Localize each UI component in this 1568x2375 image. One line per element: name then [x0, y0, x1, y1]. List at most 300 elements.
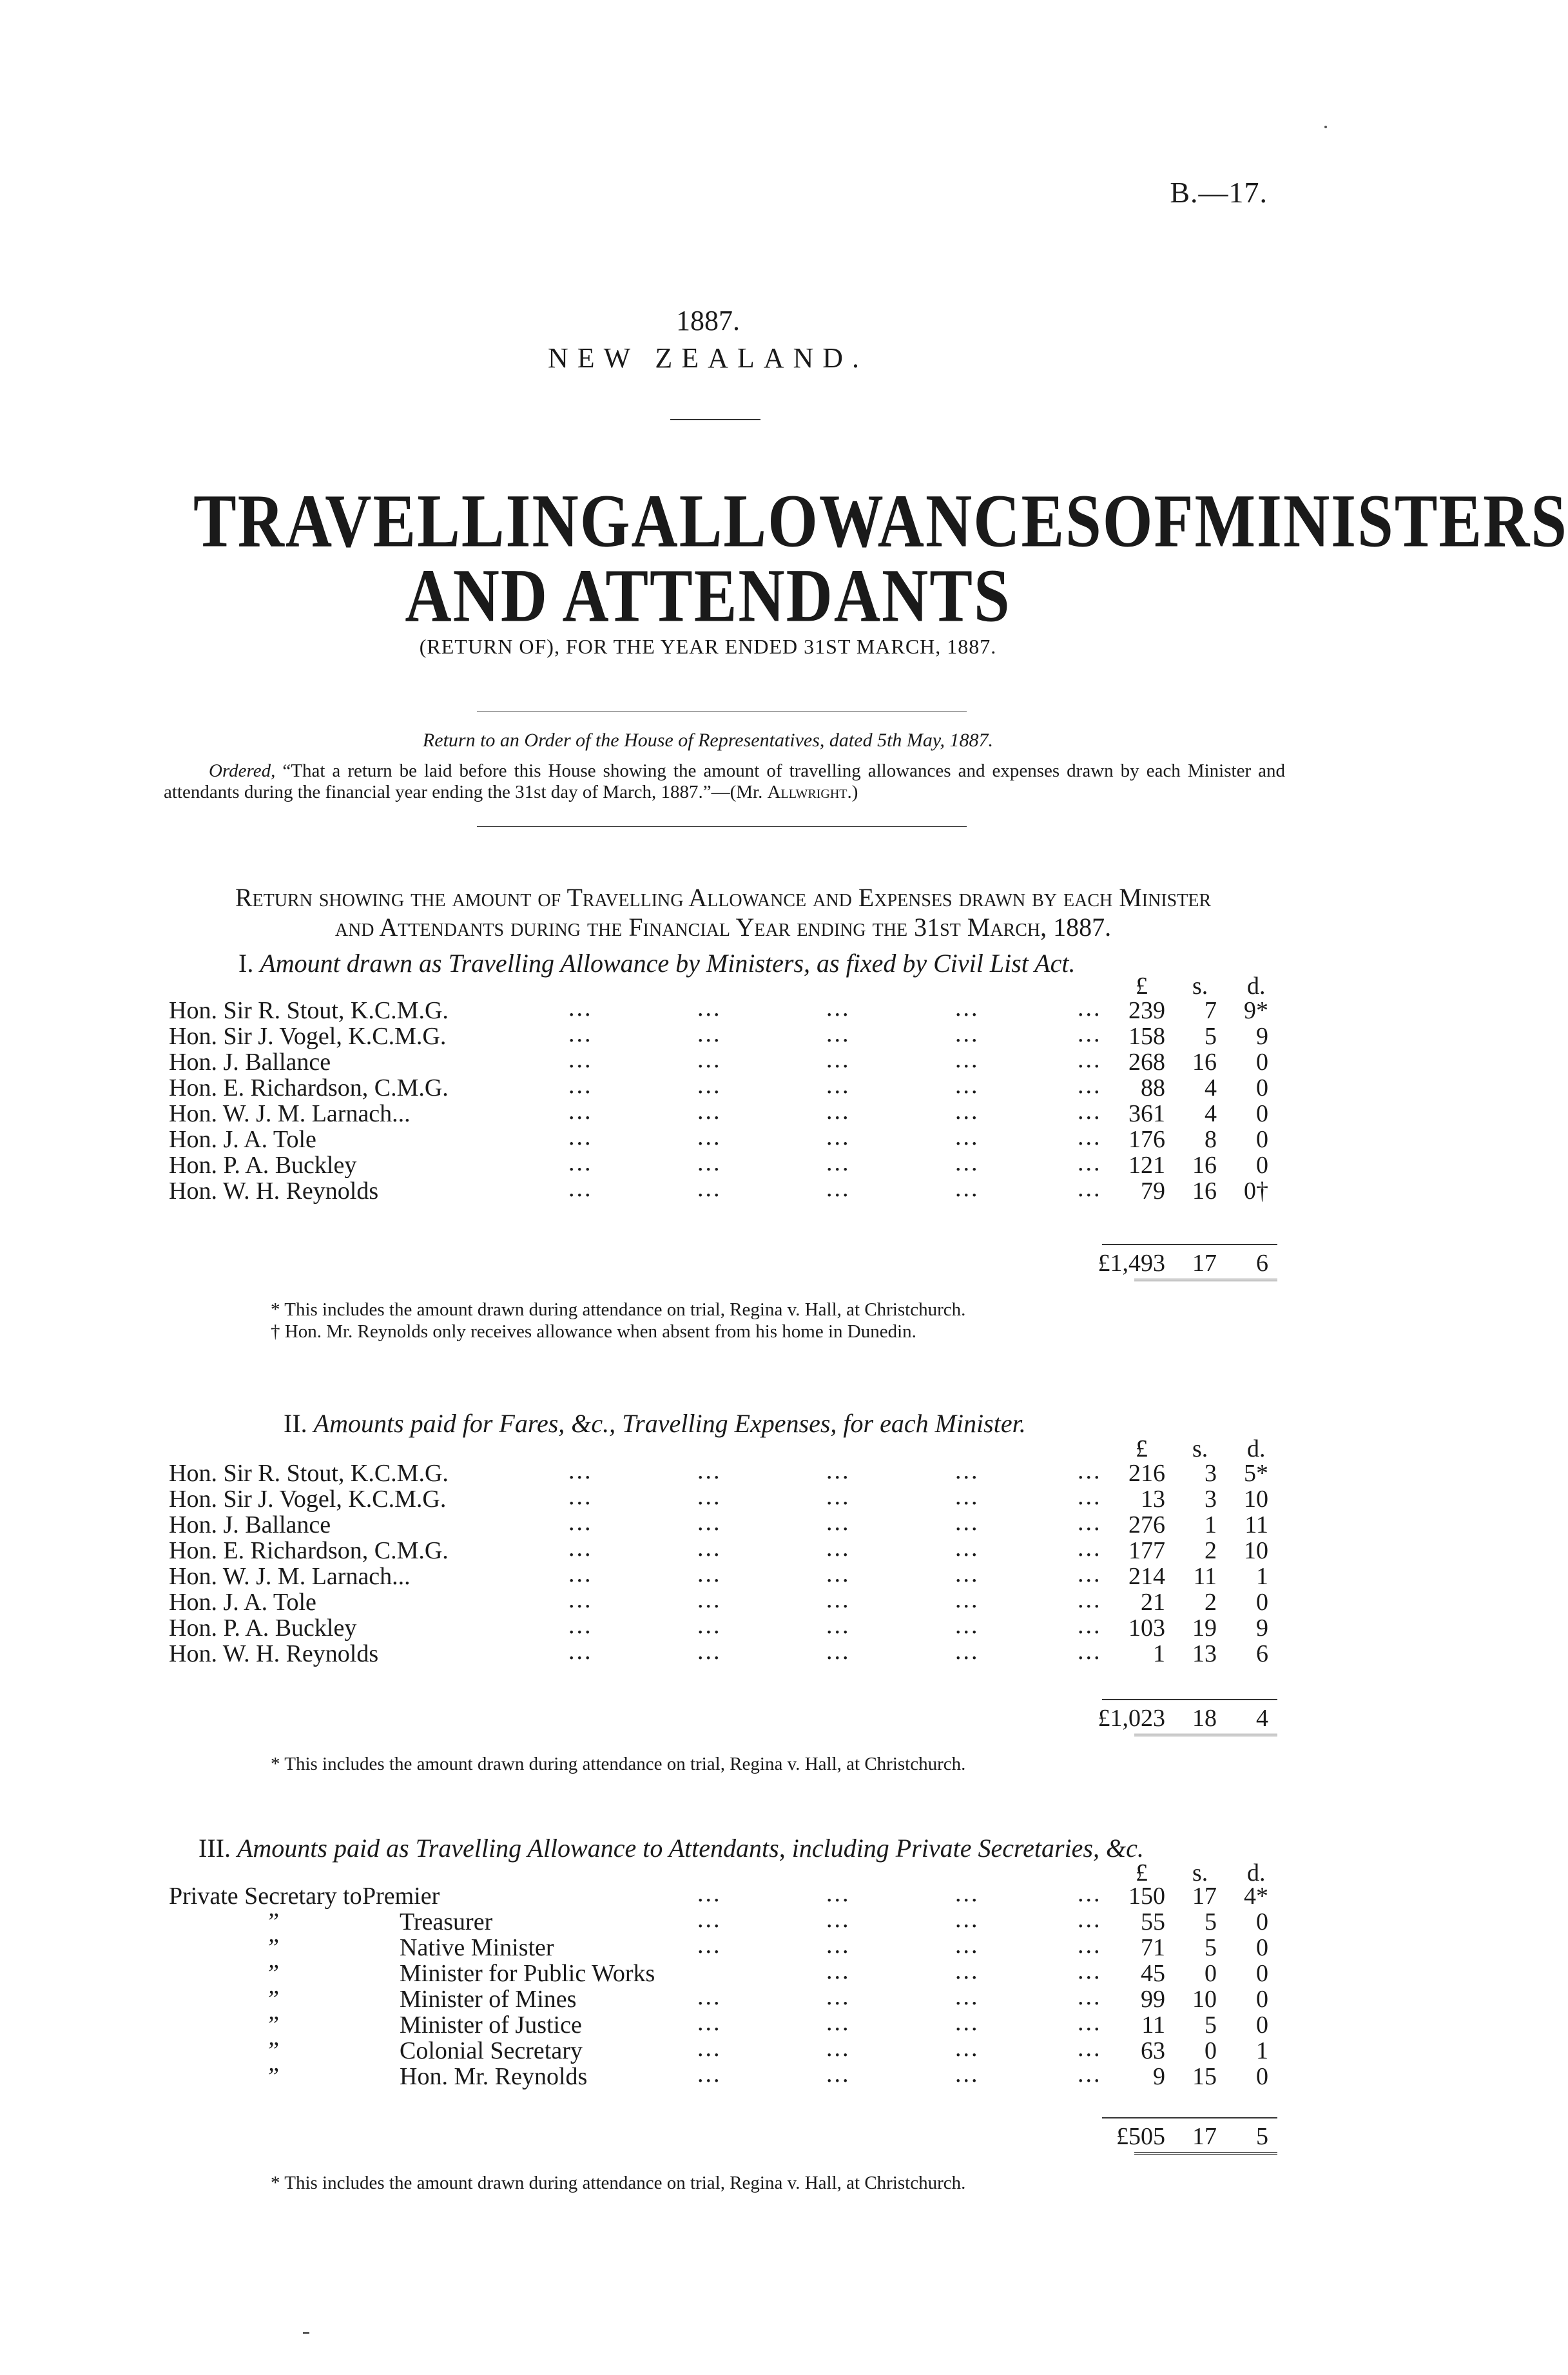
amount-pounds: 55 [1141, 1908, 1165, 1935]
leader-dot-group: ... [1078, 1072, 1102, 1099]
leader-dot-group: ... [955, 1612, 980, 1639]
leader-dot-group: ... [955, 994, 980, 1022]
leader-dot-group: ... [955, 1457, 980, 1484]
section-1-title [238, 949, 1075, 978]
leader-dots [169, 1957, 1102, 1986]
order-mover: Allwright.) [767, 782, 858, 802]
leader-dot-group: ... [1078, 1560, 1102, 1587]
amount-shillings: 2 [1205, 1589, 1217, 1616]
table-row [169, 1983, 1277, 2013]
row-label: Treasurer [400, 1908, 493, 1935]
row-label: Colonial Secretary [400, 2037, 583, 2064]
leader-dot-group: ... [955, 2035, 980, 2062]
amount-pounds: 9 [1153, 2063, 1165, 2090]
amount-pounds: 216 [1128, 1460, 1165, 1487]
row-prefix: ” [266, 1934, 280, 1961]
amount-pounds: 121 [1128, 1152, 1165, 1179]
section-2-title [284, 1409, 1026, 1439]
table-row [169, 1586, 1277, 1616]
amount-shillings: 1 [1205, 1511, 1217, 1538]
amount-pounds: 361 [1128, 1100, 1165, 1127]
amount-pence: 1 [1256, 2037, 1268, 2064]
leader-dot-group: ... [568, 1612, 593, 1639]
leader-dots [169, 1560, 1102, 1589]
amount-shillings: 11 [1193, 1563, 1217, 1590]
leader-dot-group: ... [697, 2035, 722, 2062]
leader-dot-group: ... [826, 1983, 851, 2010]
order-heading: Return to an Order of the House of Representatives, dated 5th May, 1887. [422, 730, 994, 751]
amount-pence: 1 [1256, 1563, 1268, 1590]
order-body: “That a return be laid before this House showing the amount of travelling allowances and expenses drawn by each Minister and attendants during the financial year ending the 31st day of March, 1887.”—(Mr. [164, 761, 1285, 802]
total-rule-double [1134, 1734, 1277, 1736]
total-pence: 6 [1256, 1250, 1268, 1277]
short-rule [670, 419, 760, 420]
amount-shillings: 5 [1205, 2011, 1217, 2039]
leader-dot-group: ... [568, 1638, 593, 1665]
leader-dot-group: ... [826, 1123, 851, 1150]
leader-dot-group: ... [826, 2009, 851, 2036]
leader-dot-group: ... [826, 1098, 851, 1125]
currency-header-pence: d. [1247, 973, 1266, 1000]
leader-dots [169, 1020, 1102, 1049]
row-label: Hon. Mr. Reynolds [400, 2063, 588, 2090]
amount-shillings: 2 [1205, 1537, 1217, 1564]
amount-pounds: 158 [1128, 1023, 1165, 1050]
row-label: Premier [362, 1883, 440, 1910]
amount-pence: 0 [1256, 2011, 1268, 2039]
leader-dot-group: ... [955, 2060, 980, 2088]
amount-pence: 4* [1244, 1883, 1268, 1910]
amount-pounds: 63 [1141, 2037, 1165, 2064]
amount-pence: 0 [1256, 1589, 1268, 1616]
title-word: MINISTERS [1194, 478, 1568, 563]
leader-dot-group: ... [697, 1638, 722, 1665]
leader-dot-group: ... [955, 1509, 980, 1536]
amount-pounds: 88 [1141, 1074, 1165, 1101]
table-row [169, 1483, 1277, 1513]
amount-pence: 0 [1256, 1960, 1268, 1987]
leader-dot-group: ... [697, 2009, 722, 2036]
amount-pence: 10 [1244, 1486, 1268, 1513]
leader-dot-group: ... [1078, 1020, 1102, 1047]
leader-dot-group: ... [955, 1149, 980, 1176]
amount-pence: 0 [1256, 1986, 1268, 2013]
table-row [169, 1957, 1277, 1987]
leader-dot-group: ... [568, 1123, 593, 1150]
ordered-word: Ordered, [209, 761, 276, 781]
currency-header-shillings: s. [1192, 973, 1208, 1000]
section-numeral: II. [284, 1409, 307, 1438]
leader-dot-group: ... [568, 1535, 593, 1562]
leader-dots [169, 2035, 1102, 2064]
leader-dot-group: ... [697, 1880, 722, 1907]
leader-dot-group: ... [1078, 994, 1102, 1022]
leader-dot-group: ... [697, 1906, 722, 1933]
total-rule-double [1134, 2152, 1277, 2155]
amount-pence: 0 [1256, 1934, 1268, 1961]
leader-dot-group: ... [697, 1983, 722, 2010]
row-label: Hon. W. H. Reynolds [169, 1640, 379, 1667]
amount-shillings: 7 [1205, 997, 1217, 1024]
leader-dot-group: ... [697, 1098, 722, 1125]
leader-dot-group: ... [955, 1046, 980, 1073]
leader-dot-group: ... [697, 2060, 722, 2088]
table-row [169, 1098, 1277, 1127]
leader-dot-group: ... [955, 1880, 980, 1907]
document-reference: B.—17. [1170, 176, 1268, 209]
leader-dot-group: ... [697, 1123, 722, 1150]
amount-shillings: 16 [1192, 1178, 1217, 1205]
amount-pounds: 45 [1141, 1960, 1165, 1987]
amount-pounds: 177 [1128, 1537, 1165, 1564]
leader-dots [169, 1149, 1102, 1178]
amount-pence: 6 [1256, 1640, 1268, 1667]
leader-dots [169, 2060, 1102, 2089]
leader-dots [169, 1983, 1102, 2012]
amount-shillings: 16 [1192, 1152, 1217, 1179]
amount-pounds: 13 [1141, 1486, 1165, 1513]
section-title-text: Amount drawn as Travelling Allowance by Ministers, as fixed by Civil List Act. [260, 949, 1076, 978]
total-rule-double [1134, 1279, 1277, 1281]
leader-dots [169, 994, 1102, 1023]
leader-dot-group: ... [955, 1020, 980, 1047]
title-word: OF [1102, 478, 1195, 563]
leader-dots [169, 2009, 1102, 2038]
leader-dot-group: ... [1078, 1638, 1102, 1665]
row-label: Minister of Justice [400, 2011, 582, 2039]
row-label: Hon. W. J. M. Larnach... [169, 1563, 411, 1590]
table-row [169, 1020, 1277, 1050]
table-row [169, 2060, 1277, 2090]
leader-dot-group: ... [826, 1020, 851, 1047]
leader-dots [169, 1535, 1102, 1564]
row-label: Hon. W. H. Reynolds [169, 1178, 379, 1205]
leader-dot-group: ... [955, 1638, 980, 1665]
section-3-footnote-1: * This includes the amount drawn during attendance on trial, Regina v. Hall, at Christchurch. [271, 2173, 966, 2193]
order-text [164, 761, 1285, 803]
amount-shillings: 8 [1205, 1126, 1217, 1153]
leader-dot-group: ... [826, 1932, 851, 1959]
amount-shillings: 3 [1205, 1460, 1217, 1487]
leader-dot-group: ... [697, 1149, 722, 1176]
leader-dots [169, 1098, 1102, 1127]
leader-dot-group: ... [826, 1483, 851, 1510]
leader-dot-group: ... [955, 1175, 980, 1202]
amount-pounds: 1 [1153, 1640, 1165, 1667]
section-title-text: Amounts paid for Fares, &c., Travelling Expenses, for each Minister. [313, 1409, 1026, 1438]
leader-dot-group: ... [826, 2035, 851, 2062]
row-prefix: ” [266, 2063, 280, 2090]
leader-dot-group: ... [697, 1586, 722, 1613]
return-heading [169, 883, 1277, 942]
total-pounds: £505 [1116, 2123, 1165, 2150]
row-label: Hon. P. A. Buckley [169, 1152, 357, 1179]
leader-dot-group: ... [1078, 1098, 1102, 1125]
leader-dot-group: ... [826, 1509, 851, 1536]
amount-shillings: 4 [1205, 1100, 1217, 1127]
leader-dot-group: ... [1078, 1535, 1102, 1562]
leader-dot-group: ... [826, 994, 851, 1022]
amount-shillings: 5 [1205, 1908, 1217, 1935]
amount-pounds: 176 [1128, 1126, 1165, 1153]
leader-dot-group: ... [955, 1072, 980, 1099]
leader-dots [169, 1906, 1102, 1935]
leader-dot-group: ... [826, 1535, 851, 1562]
leader-dot-group: ... [1078, 1983, 1102, 2010]
leader-dot-group: ... [697, 1535, 722, 1562]
leader-dot-group: ... [697, 1509, 722, 1536]
leader-dot-group: ... [826, 1560, 851, 1587]
title-word: ALLOWANCES [631, 478, 1103, 563]
leader-dots [169, 1932, 1102, 1961]
amount-shillings: 17 [1192, 1883, 1217, 1910]
currency-header-pence: d. [1247, 1859, 1266, 1886]
leader-dot-group: ... [955, 1932, 980, 1959]
currency-header-pounds: £ [1136, 1435, 1148, 1462]
currency-header-pence: d. [1247, 1435, 1266, 1462]
amount-pence: 0 [1256, 1152, 1268, 1179]
amount-pence: 0 [1256, 1100, 1268, 1127]
leader-dot-group: ... [568, 1020, 593, 1047]
leader-dot-group: ... [826, 1175, 851, 1202]
leader-dots [169, 1175, 1102, 1204]
total-shillings: 17 [1192, 2123, 1217, 2150]
leader-dot-group: ... [697, 1612, 722, 1639]
leader-dots [169, 1586, 1102, 1615]
leader-dots [169, 1457, 1102, 1486]
row-label: Hon. P. A. Buckley [169, 1614, 357, 1642]
amount-shillings: 4 [1205, 1074, 1217, 1101]
leader-dot-group: ... [1078, 2035, 1102, 2062]
leader-dot-group: ... [1078, 2009, 1102, 2036]
table-row [169, 2035, 1277, 2064]
leader-dot-group: ... [1078, 1906, 1102, 1933]
row-label: Hon. J. Ballance [169, 1049, 331, 1076]
table-row [169, 1072, 1277, 1101]
leader-dot-group: ... [568, 1098, 593, 1125]
amount-pence: 0† [1244, 1178, 1268, 1205]
table-row [169, 1560, 1277, 1590]
section-1-footnote-1: * This includes the amount drawn during attendance on trial, Regina v. Hall, at Christchurch. [271, 1299, 966, 1320]
leader-dot-group: ... [1078, 1612, 1102, 1639]
leader-dot-group: ... [568, 994, 593, 1022]
leader-dot-group: ... [1078, 1880, 1102, 1907]
total-shillings: 18 [1192, 1705, 1217, 1732]
leader-dot-group: ... [568, 1149, 593, 1176]
table-row [169, 1046, 1277, 1076]
leader-dot-group: ... [1078, 1957, 1102, 1984]
leader-dot-group: ... [1078, 1457, 1102, 1484]
row-label: Native Minister [400, 1934, 554, 1961]
row-prefix: ” [266, 1960, 280, 1987]
leader-dot-group: ... [826, 1457, 851, 1484]
leader-dot-group: ... [697, 1046, 722, 1073]
row-label: Minister for Public Works [400, 1960, 655, 1987]
leader-dot-group: ... [826, 1046, 851, 1073]
amount-pence: 0 [1256, 2063, 1268, 2090]
leader-dot-group: ... [697, 994, 722, 1022]
section-numeral: III. [198, 1834, 231, 1863]
total-rule-top [1102, 1244, 1277, 1245]
amount-shillings: 0 [1205, 1960, 1217, 1987]
amount-shillings: 10 [1192, 1986, 1217, 2013]
table-row [169, 1175, 1277, 1205]
table-row [169, 1535, 1277, 1564]
leader-dot-group: ... [1078, 1586, 1102, 1613]
amount-pounds: 276 [1128, 1511, 1165, 1538]
section-2-footnote-1: * This includes the amount drawn during attendance on trial, Regina v. Hall, at Christchurch. [271, 1754, 966, 1774]
amount-pounds: 99 [1141, 1986, 1165, 2013]
amount-shillings: 16 [1192, 1049, 1217, 1076]
total-row [169, 1705, 1277, 1731]
total-rule-top [1102, 2117, 1277, 2118]
leader-dot-group: ... [1078, 1046, 1102, 1073]
row-prefix: ” [266, 1908, 280, 1935]
amount-pounds: 268 [1128, 1049, 1165, 1076]
currency-header-pounds: £ [1136, 973, 1148, 1000]
amount-pounds: 239 [1128, 997, 1165, 1024]
amount-shillings: 15 [1192, 2063, 1217, 2090]
amount-shillings: 5 [1205, 1023, 1217, 1050]
total-shillings: 17 [1192, 1250, 1217, 1277]
leader-dot-group: ... [955, 1586, 980, 1613]
leader-dot-group: ... [568, 1175, 593, 1202]
amount-pounds: 214 [1128, 1563, 1165, 1590]
leader-dot-group: ... [697, 1457, 722, 1484]
leader-dot-group: ... [697, 1175, 722, 1202]
leader-dots [169, 1483, 1102, 1512]
total-pounds: £1,493 [1098, 1250, 1165, 1277]
leader-dot-group: ... [568, 1586, 593, 1613]
amount-shillings: 19 [1192, 1614, 1217, 1642]
row-label: Hon. J. Ballance [169, 1511, 331, 1538]
amount-pence: 0 [1256, 1074, 1268, 1101]
leader-dot-group: ... [826, 1906, 851, 1933]
subtitle: (RETURN OF), FOR THE YEAR ENDED 31ST MARCH, 1887. [419, 635, 997, 658]
leader-dot-group: ... [826, 1072, 851, 1099]
title-word: TRAVELLING [193, 478, 632, 563]
currency-header-shillings: s. [1192, 1435, 1208, 1462]
amount-pounds: 150 [1128, 1883, 1165, 1910]
leader-dots [169, 1612, 1102, 1641]
section-1-footnote-2: † Hon. Mr. Reynolds only receives allowance when absent from his home in Dunedin. [271, 1321, 916, 1342]
amount-shillings: 5 [1205, 1934, 1217, 1961]
leader-dot-group: ... [1078, 1509, 1102, 1536]
leader-dots [169, 1638, 1102, 1667]
amount-shillings: 13 [1192, 1640, 1217, 1667]
table-row [169, 1509, 1277, 1538]
table-row [169, 1638, 1277, 1667]
amount-pounds: 103 [1128, 1614, 1165, 1642]
table-row [169, 1123, 1277, 1153]
row-label: Hon. J. A. Tole [169, 1126, 316, 1153]
total-rule-top [1102, 1699, 1277, 1700]
table-row [169, 994, 1277, 1024]
table-row [169, 1906, 1277, 1935]
row-prefix: Private Secretary to [169, 1883, 362, 1910]
leader-dot-group: ... [826, 1880, 851, 1907]
amount-pence: 5* [1244, 1460, 1268, 1487]
section-title-text: Amounts paid as Travelling Allowance to Attendants, including Private Secretaries, &c. [237, 1834, 1144, 1863]
divider-rule [477, 826, 967, 827]
amount-shillings: 3 [1205, 1486, 1217, 1513]
leader-dot-group: ... [826, 1586, 851, 1613]
total-pounds: £1,023 [1098, 1705, 1165, 1732]
table-row [169, 1149, 1277, 1179]
section-3-title [198, 1834, 1144, 1863]
row-label: Hon. Sir R. Stout, K.C.M.G. [169, 1460, 449, 1487]
leader-dot-group: ... [697, 1072, 722, 1099]
leader-dot-group: ... [568, 1046, 593, 1073]
row-label: Hon. Sir J. Vogel, K.C.M.G. [169, 1486, 447, 1513]
amount-pence: 9 [1256, 1023, 1268, 1050]
leader-dot-group: ... [1078, 1175, 1102, 1202]
amount-pence: 0 [1256, 1126, 1268, 1153]
amount-pounds: 21 [1141, 1589, 1165, 1616]
leader-dot-group: ... [568, 1457, 593, 1484]
row-label: Minister of Mines [400, 1986, 577, 2013]
return-heading-line-2: and Attendants during the Financial Year ending the 31st March, 1887. [334, 913, 1112, 942]
leader-dot-group: ... [1078, 1932, 1102, 1959]
row-label: Hon. W. J. M. Larnach... [169, 1100, 411, 1127]
total-pence: 4 [1256, 1705, 1268, 1732]
title-line-2: AND ATTENDANTS [405, 553, 1011, 638]
amount-pence: 11 [1244, 1511, 1268, 1538]
leader-dot-group: ... [1078, 2060, 1102, 2088]
country-heading: NEW ZEALAND. [547, 342, 869, 374]
leader-dot-group: ... [1078, 1483, 1102, 1510]
document-year: 1887. [676, 305, 740, 336]
total-row [169, 1250, 1277, 1276]
leader-dot-group: ... [826, 2060, 851, 2088]
leader-dot-group: ... [568, 1509, 593, 1536]
leader-dot-group: ... [697, 1020, 722, 1047]
leader-dot-group: ... [955, 1535, 980, 1562]
row-prefix: ” [266, 1986, 280, 2013]
leader-dot-group: ... [955, 1906, 980, 1933]
leader-dots [169, 1509, 1102, 1538]
currency-header-shillings: s. [1192, 1859, 1208, 1886]
currency-header-pounds: £ [1136, 1859, 1148, 1886]
leader-dot-group: ... [697, 1483, 722, 1510]
leader-dot-group: ... [568, 1560, 593, 1587]
leader-dots [169, 1072, 1102, 1101]
leader-dot-group: ... [826, 1612, 851, 1639]
leader-dot-group: ... [826, 1957, 851, 1984]
leader-dot-group: ... [955, 1123, 980, 1150]
amount-pence: 9 [1256, 1614, 1268, 1642]
leader-dot-group: ... [1078, 1149, 1102, 1176]
total-row [169, 2124, 1277, 2149]
row-label: Hon. E. Richardson, C.M.G. [169, 1537, 449, 1564]
leader-dot-group: ... [568, 1072, 593, 1099]
row-prefix: ” [266, 2011, 280, 2039]
leader-dots [169, 1880, 1102, 1909]
leader-dot-group: ... [568, 1483, 593, 1510]
amount-pounds: 79 [1141, 1178, 1165, 1205]
leader-dot-group: ... [955, 2009, 980, 2036]
scan-speck [1324, 126, 1327, 128]
return-heading-line-1: Return showing the amount of Travelling Allowance and Expenses drawn by each Minister [235, 883, 1212, 912]
total-pence: 5 [1256, 2123, 1268, 2150]
leader-dot-group: ... [1078, 1123, 1102, 1150]
scan-speck [303, 2332, 309, 2334]
leader-dot-group: ... [955, 1098, 980, 1125]
leader-dot-group: ... [697, 1932, 722, 1959]
section-numeral: I. [238, 949, 254, 978]
leader-dot-group: ... [826, 1149, 851, 1176]
table-row [169, 2009, 1277, 2039]
